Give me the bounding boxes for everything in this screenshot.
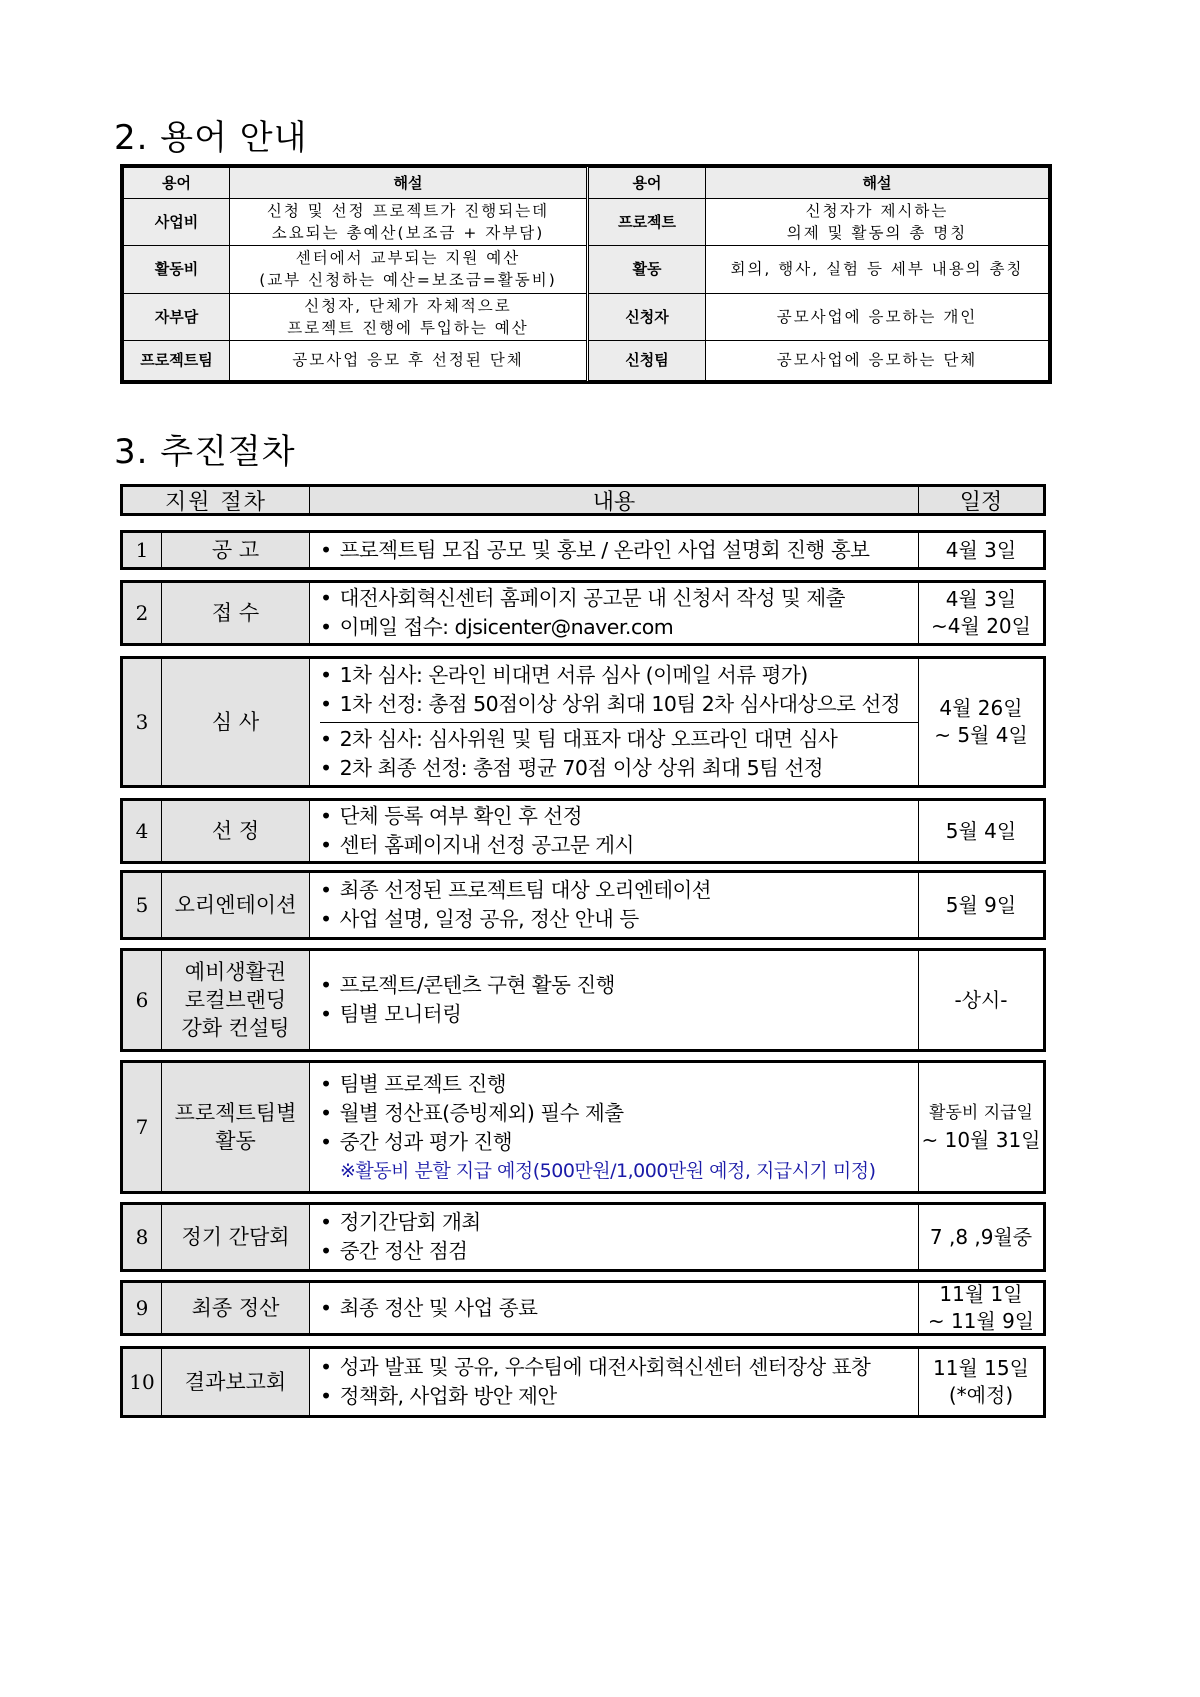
bullet-item: • 중간 정산 점검 <box>320 1237 918 1266</box>
bullet-item: • 사업 설명, 일정 공유, 정산 안내 등 <box>320 905 918 934</box>
step-date: 5월 9일 <box>945 892 1017 917</box>
step-number: 7 <box>123 1063 162 1191</box>
process-row <box>120 1346 1046 1418</box>
bullet-item: • 센터 홈페이지내 선정 공고문 게시 <box>320 831 918 860</box>
process-header-step: 지원 절차 <box>123 487 310 513</box>
bullet-item: • 최종 선정된 프로젝트팀 대상 오리엔테이션 <box>320 876 918 905</box>
terms-section-title: 2. 용어 안내 <box>114 118 308 158</box>
step-date: 5월 4일 <box>945 818 1017 843</box>
term-desc-cell: 공모사업 응모 후 선정된 단체 <box>230 340 588 380</box>
step-date: 4월 3일 ~4월 20일 <box>931 587 1031 638</box>
bullet-item: • 프로젝트팀 모집 공모 및 홍보 / 온라인 사업 설명회 진행 홍보 <box>320 536 918 565</box>
process-row <box>120 1280 1046 1336</box>
bullet-item: • 성과 발표 및 공유, 우수팀에 대전사회혁신센터 센터장상 표창 <box>320 1353 918 1382</box>
step-name: 프로젝트팀별 활동 <box>162 1063 310 1191</box>
step-name: 최종 정산 <box>162 1283 310 1333</box>
term-cell: 사업비 <box>124 199 230 246</box>
bullet-item: • 월별 정산표(증빙제외) 필수 제출 <box>320 1099 918 1128</box>
step-date: 4월 3일 <box>945 537 1017 562</box>
term-desc-cell: 회의, 행사, 실험 등 세부 내용의 총칭 <box>706 246 1049 293</box>
terms-header-desc: 해설 <box>706 168 1049 199</box>
step-name: 예비생활권 로컬브랜딩 강화 컨설팅 <box>162 951 310 1049</box>
step-date: 11월 1일 ~ 11월 9일 <box>927 1282 1035 1333</box>
step-content <box>310 801 919 861</box>
step-date: 활동비 지급일 ~ 10월 31일 <box>921 1103 1041 1152</box>
step-date: -상시- <box>954 987 1008 1012</box>
step-name: 오리엔테이션 <box>162 873 310 937</box>
process-header-date: 일정 <box>959 489 1003 515</box>
terms-table <box>120 164 1052 384</box>
step-name: 결과보고회 <box>162 1349 310 1415</box>
bullet-item: • 정책화, 사업화 방안 제안 <box>320 1382 918 1411</box>
term-cell: 프로젝트 <box>588 199 706 246</box>
bullet-item: • 대전사회혁신센터 홈페이지 공고문 내 신청서 작성 및 제출 <box>320 584 918 613</box>
step-content <box>310 1063 919 1191</box>
process-row <box>120 798 1046 864</box>
bullet-item: • 단체 등록 여부 확인 후 선정 <box>320 802 918 831</box>
process-row <box>120 580 1046 646</box>
terms-header-desc: 해설 <box>230 168 588 199</box>
term-desc-cell: 센터에서 교부되는 지원 예산 (교부 신청하는 예산=보조금=활동비) <box>230 246 588 293</box>
bullet-item: • 최종 정산 및 사업 종료 <box>320 1294 918 1323</box>
bullet-item: • 팀별 모니터링 <box>320 1000 918 1029</box>
step-number: 9 <box>123 1283 162 1333</box>
bullet-item: • 2차 최종 선정: 총점 평균 70점 이상 상위 최대 5팀 선정 <box>320 754 918 783</box>
term-cell: 활동 <box>588 246 706 293</box>
term-desc-cell: 신청자가 제시하는 의제 및 활동의 총 명칭 <box>706 199 1049 246</box>
terms-header-term: 용어 <box>588 168 706 199</box>
bullet-item: • 팀별 프로젝트 진행 <box>320 1070 918 1099</box>
step-content <box>310 1205 919 1269</box>
step-content <box>310 951 919 1049</box>
bullet-item: • 1차 선정: 총점 50점이상 상위 최대 10팀 2차 심사대상으로 선정 <box>320 690 918 719</box>
step-number: 8 <box>123 1205 162 1269</box>
step-number: 4 <box>123 801 162 861</box>
step-content <box>310 533 919 567</box>
bullet-item: • 중간 성과 평가 진행 <box>320 1128 918 1157</box>
step-date: 4월 26일 ~ 5월 4일 <box>934 696 1028 747</box>
step-name: 선 정 <box>162 801 310 861</box>
process-table-header <box>120 484 1046 516</box>
term-desc-cell: 신청자, 단체가 자체적으로 프로젝트 진행에 투입하는 예산 <box>230 293 588 340</box>
payment-note: ※활동비 분할 지급 예정(500만원/1,000만원 예정, 지급시기 미정) <box>340 1159 876 1182</box>
step-content <box>310 873 919 937</box>
process-row <box>120 948 1046 1052</box>
terms-header-term: 용어 <box>124 168 230 199</box>
step-number: 3 <box>123 659 162 785</box>
term-cell: 활동비 <box>124 246 230 293</box>
term-cell: 신청자 <box>588 293 706 340</box>
step-number: 1 <box>123 533 162 567</box>
term-cell: 신청팀 <box>588 340 706 380</box>
process-row <box>120 870 1046 940</box>
bullet-item: • 정기간담회 개최 <box>320 1208 918 1237</box>
process-row <box>120 530 1046 570</box>
step-name: 공 고 <box>162 533 310 567</box>
process-row <box>120 656 1046 788</box>
step-date: 7 ,8 ,9월중 <box>929 1224 1033 1249</box>
term-desc-cell: 공모사업에 응모하는 단체 <box>706 340 1049 380</box>
process-row <box>120 1060 1046 1194</box>
step-name: 접 수 <box>162 583 310 643</box>
step-number: 2 <box>123 583 162 643</box>
step-content <box>310 583 919 643</box>
step-content <box>310 1283 919 1333</box>
bullet-item: • 이메일 접수: djsicenter@naver.com <box>320 613 918 642</box>
term-desc-cell: 공모사업에 응모하는 개인 <box>706 293 1049 340</box>
bullet-item: • 2차 심사: 심사위원 및 팀 대표자 대상 오프라인 대면 심사 <box>320 725 918 754</box>
step-number: 6 <box>123 951 162 1049</box>
term-desc-cell: 신청 및 선정 프로젝트가 진행되는데 소요되는 총예산(보조금 + 자부담) <box>230 199 588 246</box>
bullet-item: • 1차 심사: 온라인 비대면 서류 심사 (이메일 서류 평가) <box>320 661 918 690</box>
bullet-item: • 프로젝트/콘텐츠 구현 활동 진행 <box>320 971 918 1000</box>
step-name: 심 사 <box>162 659 310 785</box>
step-number: 5 <box>123 873 162 937</box>
step-content <box>310 1349 919 1415</box>
process-row <box>120 1202 1046 1272</box>
step-name: 정기 간담회 <box>162 1205 310 1269</box>
term-cell: 프로젝트팀 <box>124 340 230 380</box>
process-section-title: 3. 추진절차 <box>114 432 296 472</box>
process-header-content: 내용 <box>310 487 919 513</box>
term-cell: 자부담 <box>124 293 230 340</box>
step-number: 10 <box>123 1349 162 1415</box>
step-content <box>310 659 919 785</box>
step-date: 11월 15일 (*예정) <box>933 1356 1029 1407</box>
